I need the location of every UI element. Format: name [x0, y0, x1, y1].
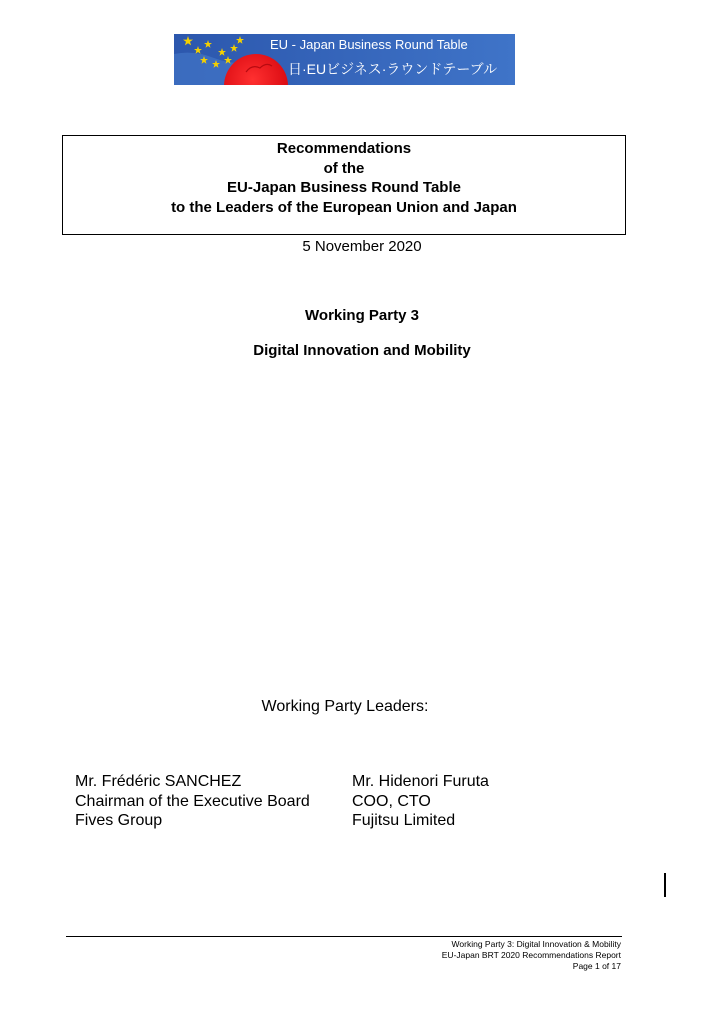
page-footer: [442, 939, 621, 972]
leader-name: Mr. Frédéric SANCHEZ: [75, 773, 242, 790]
leader-organization: Fives Group: [75, 812, 163, 829]
leader-title: Chairman of the Executive Board: [75, 792, 310, 810]
footer-report-name: EU-Japan BRT 2020 Recommendations Report: [441, 950, 621, 960]
leader-organization: Fujitsu Limited: [352, 812, 456, 829]
title-line-1: Recommendations: [276, 140, 412, 157]
document-date: 5 November 2020: [302, 238, 422, 255]
working-party-number: Working Party 3: [305, 307, 419, 324]
leader-title: COO, CTO: [352, 792, 431, 810]
footer-divider: [66, 936, 622, 937]
title-line-4: to the Leaders of the European Union and Japan: [171, 199, 517, 216]
working-party-topic: Digital Innovation and Mobility: [253, 342, 471, 359]
leader-japan: [352, 772, 489, 831]
banner-subtitle: 日·EUビジネス·ラウンドテーブル: [288, 61, 498, 77]
text-cursor: [664, 873, 666, 897]
footer-working-party: Working Party 3: Digital Innovation & Mobility: [451, 939, 621, 949]
footer-page-number: Page 1 of 17: [572, 961, 621, 971]
document-title-box: [62, 135, 626, 235]
title-line-2: of the: [323, 160, 365, 177]
leader-eu: [75, 772, 310, 831]
eu-japan-brt-banner: [174, 34, 515, 85]
banner-title: EU - Japan Business Round Table: [270, 37, 468, 52]
leader-name: Mr. Hidenori Furuta: [352, 773, 489, 790]
leaders-heading: Working Party Leaders:: [261, 698, 429, 715]
title-line-3: EU-Japan Business Round Table: [227, 179, 461, 196]
